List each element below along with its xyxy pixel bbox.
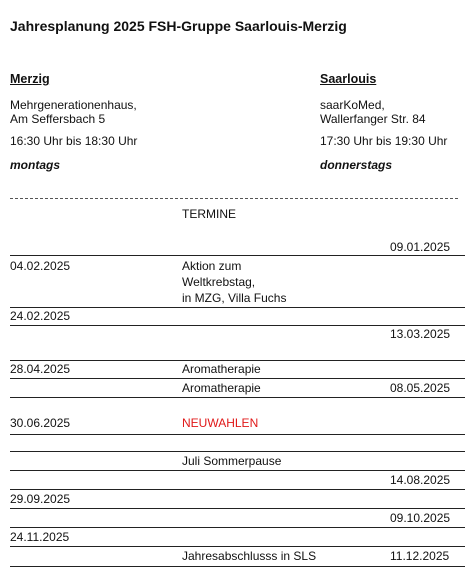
event-text: in MZG, Villa Fuchs <box>182 291 287 305</box>
merzig-date: 28.04.2025 <box>10 362 71 376</box>
event-text: Weltkrebstag, <box>182 275 256 289</box>
row-divider <box>10 397 465 398</box>
merzig-address-1: Mehrgenerationenhaus, <box>10 98 137 112</box>
saarlouis-date: 11.12.2025 <box>390 549 450 563</box>
merzig-time: 16:30 Uhr bis 18:30 Uhr <box>10 134 138 148</box>
row-divider <box>10 434 465 435</box>
merzig-day: montags <box>10 158 61 172</box>
row-divider <box>10 489 465 490</box>
event-text: Aromatherapie <box>182 362 261 376</box>
page-title: Jahresplanung 2025 FSH-Gruppe Saarlouis-Merzig <box>10 18 347 34</box>
row-divider <box>10 378 465 379</box>
saarlouis-date: 09.01.2025 <box>390 240 451 254</box>
event-text: Jahresabschlusss in SLS <box>182 549 317 563</box>
saarlouis-date: 09.10.2025 <box>390 511 451 525</box>
row-divider <box>10 566 465 567</box>
neuwahlen-event: NEUWAHLEN <box>182 416 259 430</box>
row-divider <box>10 255 465 256</box>
row-divider <box>10 470 465 471</box>
event-text: Aromatherapie <box>182 381 261 395</box>
saarlouis-heading: Saarlouis <box>320 72 377 86</box>
row-divider <box>10 325 465 326</box>
row-divider <box>10 546 465 547</box>
dashed-separator <box>10 198 458 199</box>
saarlouis-time: 17:30 Uhr bis 19:30 Uhr <box>320 134 448 148</box>
row-divider <box>10 508 465 509</box>
saarlouis-address-1: saarKoMed, <box>320 98 385 112</box>
merzig-date: 24.11.2025 <box>10 530 70 544</box>
saarlouis-date: 14.08.2025 <box>390 473 451 487</box>
merzig-address-2: Am Seffersbach 5 <box>10 112 106 126</box>
merzig-date: 29.09.2025 <box>10 492 71 506</box>
termine-label: TERMINE <box>182 207 236 221</box>
row-divider <box>10 307 465 308</box>
saarlouis-date: 08.05.2025 <box>390 381 451 395</box>
saarlouis-date: 13.03.2025 <box>390 327 451 341</box>
row-divider <box>10 360 465 361</box>
event-text: Aktion zum <box>182 259 242 273</box>
merzig-date: 30.06.2025 <box>10 416 71 430</box>
row-divider <box>10 451 465 452</box>
saarlouis-day: donnerstags <box>320 158 393 172</box>
saarlouis-address-2: Wallerfanger Str. 84 <box>320 112 426 126</box>
merzig-date: 24.02.2025 <box>10 309 71 323</box>
event-text: Juli Sommerpause <box>182 454 282 468</box>
merzig-date: 04.02.2025 <box>10 259 71 273</box>
merzig-heading: Merzig <box>10 72 50 86</box>
row-divider <box>10 527 465 528</box>
